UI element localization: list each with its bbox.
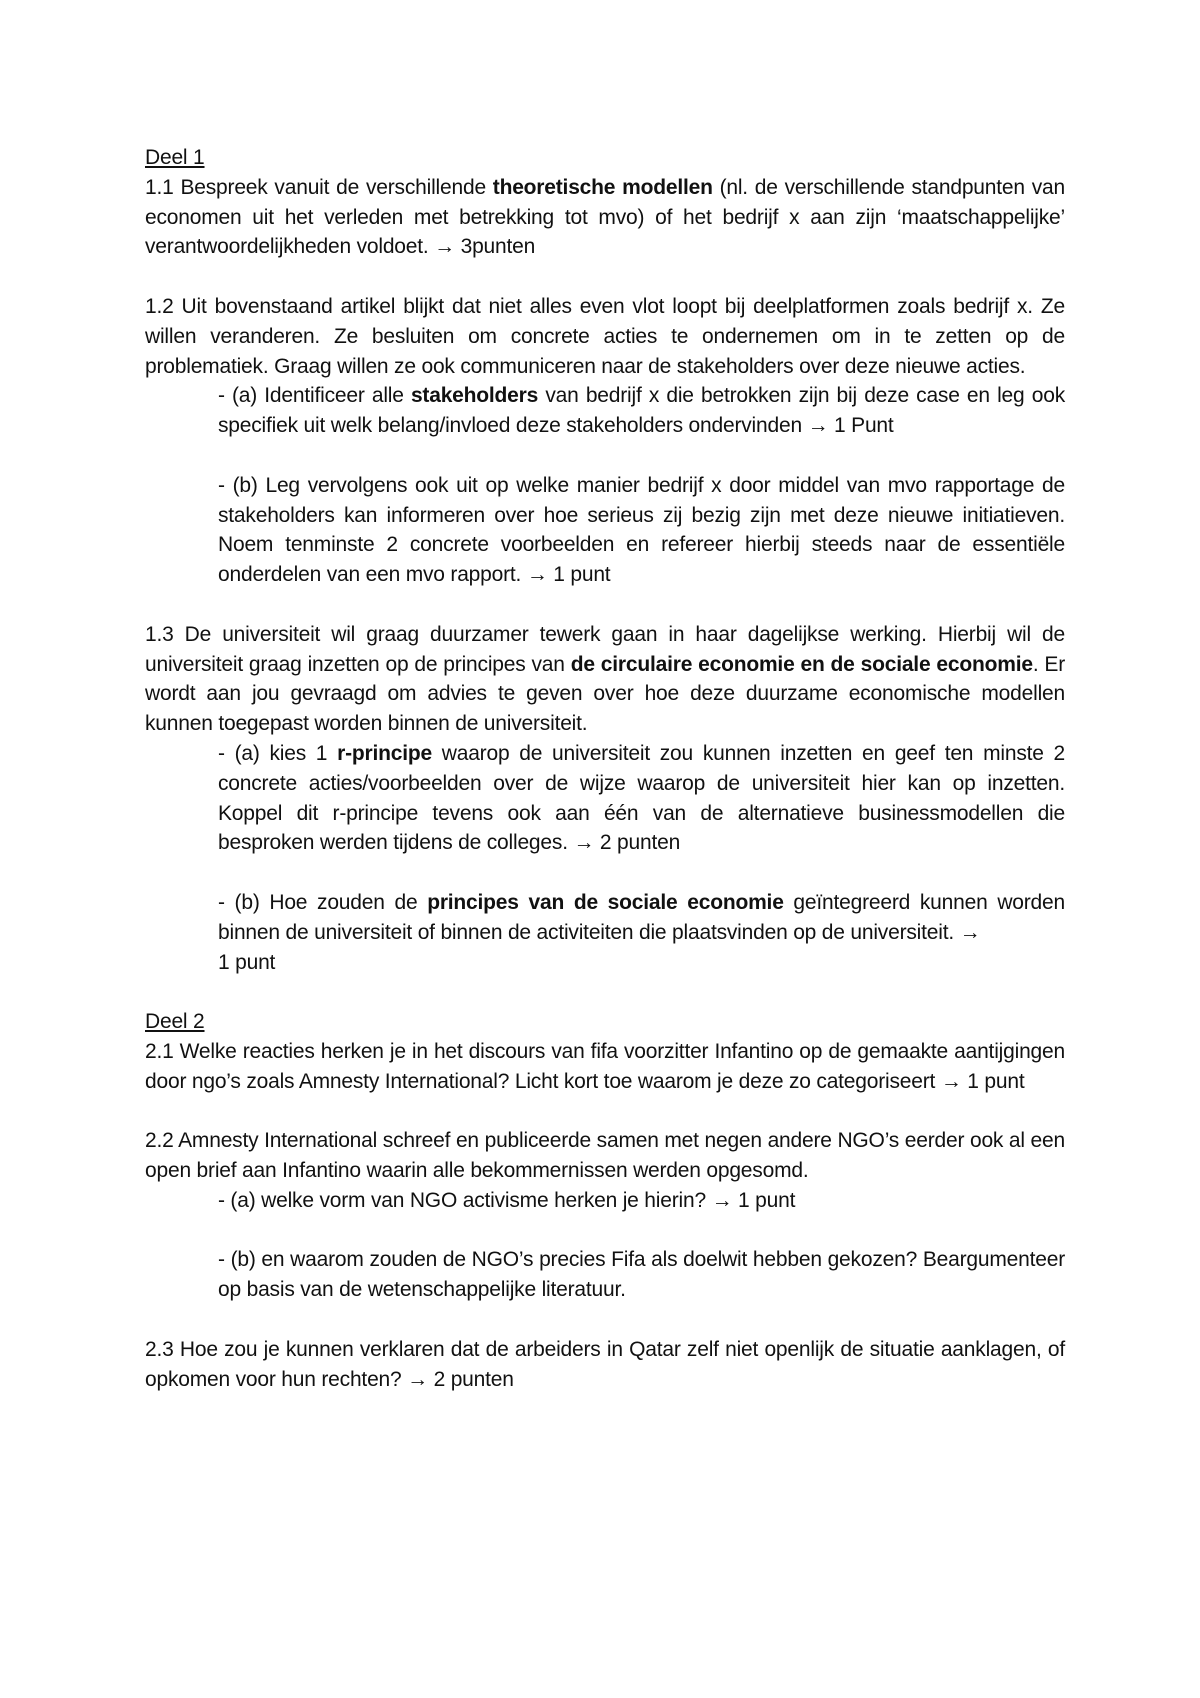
question-2-2-intro: 2.2 Amnesty International schreef en publiceerde samen met negen andere NGO’s eerder ook al een open brief aan Infantino waarin alle bekommernissen werden opgesomd. [145,1129,1065,1183]
arrow-icon: → [711,1188,733,1212]
question-1-2-a: - (a) Identificeer alle stakeholders van bedrijf x die betrokken zijn bij deze case en leg ook specifiek uit welk belang/invloed deze stakeholders ondervinden → 1 Punt [218,384,1065,438]
arrow-icon: → [959,920,981,944]
deel-2-heading: Deel 2 [145,1010,205,1034]
arrow-icon: → [526,563,548,587]
arrow-icon: → [407,1367,428,1391]
question-1-3-b: - (b) Hoe zouden de principes van de sociale economie geïntegreerd kunnen worden binnen de universiteit of binnen de activiteiten die plaatsvinden op de universiteit. → 1 punt [218,890,1065,974]
question-1-2-intro: 1.2 Uit bovenstaand artikel blijkt dat niet alles even vlot loopt bij deelplatformen zoals bedrijf x. Ze willen veranderen. Ze besluiten om concrete acties te ondernemen om in te zetten op de problematiek. Graag willen ze ook communiceren naar de stakeholders over deze nieuwe acties. [145,294,1065,378]
arrow-icon: → [573,831,595,855]
deel-1-heading: Deel 1 [145,146,205,169]
arrow-icon: → [434,235,455,259]
document-body [145,143,1065,1394]
question-1-2-b: - (b) Leg vervolgens ook uit op welke manier bedrijf x door middel van mvo rapportage de stakeholders kan informeren over hoe serieus zij bezig zijn met deze nieuwe initiatieven. Noem tenminste 2 concrete voorbeelden en refereer hierbij steeds naar de essentiële onderdelen van een mvo rapport. → 1 punt [218,473,1065,587]
question-1-3-a: - (a) kies 1 r-principe waarop de universiteit zou kunnen inzetten en geef ten minste 2 concrete acties/voorbeelden over de wijze waarop de universiteit hier kan op inzetten. Koppel dit r-principe tevens ook aan één van de alternatieve businessmodellen die besproken werden tijdens de colleges. → 2 punten [218,741,1066,855]
question-2-2-a: - (a) welke vorm van NGO activisme herken je hierin? → 1 punt [218,1188,796,1212]
arrow-icon: → [940,1069,962,1093]
arrow-icon: → [807,414,829,438]
question-2-3: 2.3 Hoe zou je kunnen verklaren dat de arbeiders in Qatar zelf niet openlijk de situatie aanklagen, of opkomen voor hun rechten? → 2 punten [145,1337,1065,1391]
question-1-1: 1.1 Bespreek vanuit de verschillende theoretische modellen (nl. de verschillende standpunten van economen uit het verleden met betrekking tot mvo) of het bedrijf x aan zijn ‘maatschappelijke’ verantwoordelijkheden voldoet. → 3punten [145,175,1065,259]
question-2-1: 2.1 Welke reacties herken je in het discours van fifa voorzitter Infantino op de gemaakte aantijgingen door ngo’s zoals Amnesty International? Licht kort toe waarom je deze zo categoriseert → 1 punt [145,1039,1065,1093]
question-2-2-b: - (b) en waarom zouden de NGO’s precies Fifa als doelwit hebben gekozen? Beargumenteer op basis van de wetenschappelijke literatuur. [218,1248,1065,1302]
question-1-3-intro: 1.3 De universiteit wil graag duurzamer tewerk gaan in haar dagelijkse werking. Hierbij wil de universiteit graag inzetten op de principes van de circulaire economie en de sociale economie. Er wordt aan jou gevraagd om advies te geven over hoe deze duurzame economische modellen kunnen toegepast worden binnen de universiteit. [145,622,1065,736]
